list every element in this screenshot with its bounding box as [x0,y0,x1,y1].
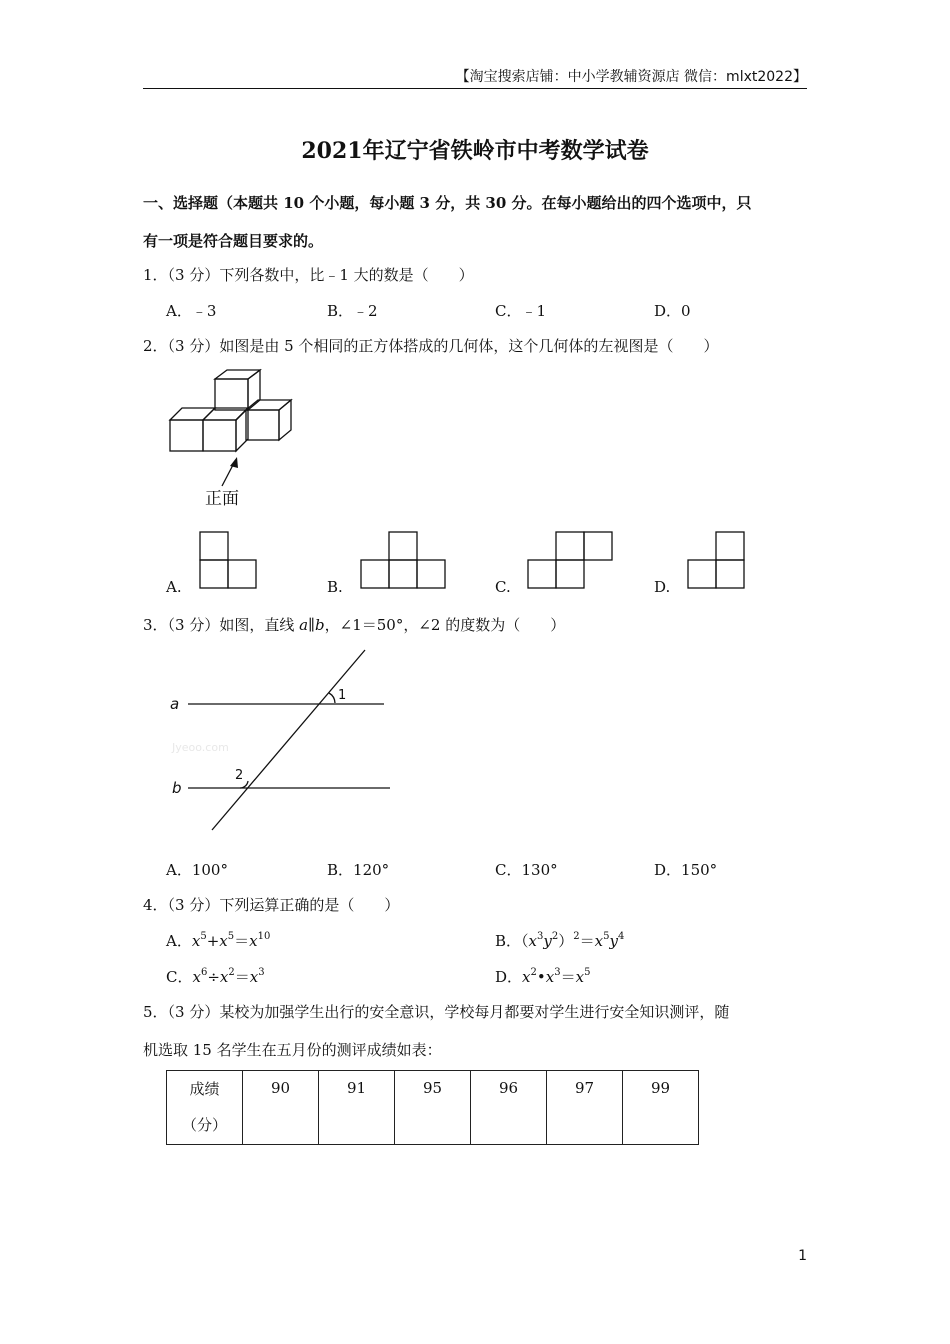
question-2-stem: 2．（3 分）如图是由 5 个相同的正方体搭成的几何体，这个几何体的左视图是（ ） [143,337,719,355]
page-number: 1 [798,1248,807,1264]
question-4-option-d: D．$x^2•x^3=x^5$ [495,967,591,986]
parallel-symbol: ∥ [308,616,316,634]
question-5-stem-line1: 5．（3 分）某校为加强学生出行的安全意识，学校每月都要对学生进行安全知识测评，随 [143,1003,730,1021]
table-cell: 97 [547,1071,623,1145]
question-4-stem: 4．（3 分）下列运算正确的是（ ） [143,896,400,914]
question-4-option-a: A．$x^5+x^5=x^{10}$ [166,931,271,950]
question-3-stem [143,614,565,635]
question-2-option-b-view [360,531,448,591]
question-2-option-a-letter: A. [166,578,182,596]
page-title: 2021年辽宁省铁岭市中考数学试卷 [301,138,649,164]
label-a: a [170,695,180,713]
header-rule [143,88,807,89]
table-cell: 91 [319,1071,395,1145]
question-1-option-a: A．﹣3 [166,302,217,320]
question-3-option-a: A．100° [166,861,228,879]
table-cell: 99 [623,1071,699,1145]
table-header-cell [167,1071,243,1145]
table-cell: 90 [243,1071,319,1145]
label-b: b [172,779,182,797]
question-2-option-d-letter: D. [654,578,671,596]
table-header-line1: 成绩 [189,1080,220,1098]
question-3-option-c: C．130° [495,861,558,879]
question-1-option-c: C．﹣1 [495,302,547,320]
watermark: Jyeoo.com [172,741,229,754]
question-3-option-d: D．150° [654,861,718,879]
label-angle-1: 1 [338,688,347,703]
label-angle-2: 2 [235,768,244,783]
question-1-option-d: D．0 [654,302,691,320]
question-3-stem-suffix: ，∠1＝50°，∠2 的度数为（ ） [324,616,566,634]
question-2-option-b-letter: B. [327,578,343,596]
question-3-var-b: b [315,616,325,634]
question-2-cube-figure [160,362,310,514]
question-2-option-a-view [199,531,259,591]
question-2-option-c-view [527,531,615,591]
arrow-head-icon [230,457,238,468]
section-heading-line2: 有一项是符合题目要求的。 [143,232,324,250]
question-1-stem: 1．（3 分）下列各数中，比﹣1 大的数是（ ） [143,266,474,284]
question-5-stem-line2: 机选取 15 名学生在五月份的测评成绩如表： [143,1041,442,1059]
transversal [212,650,365,830]
question-1-option-b: B．﹣2 [327,302,378,320]
question-3-stem-prefix: 3．（3 分）如图，直线 [143,616,300,634]
question-3-var-a: a [299,616,309,634]
question-4-option-c: C．$x^6\div x^2=x^3$ [166,967,265,986]
question-2-option-c-letter: C. [495,578,511,596]
table-row [167,1071,699,1145]
question-3-option-b: B．120° [327,861,390,879]
question-3-parallel-lines-figure [160,648,400,838]
table-header-line2: （分） [181,1116,227,1134]
question-2-option-d-view [687,531,747,591]
angle-1-arc [329,693,335,703]
table-cell: 96 [471,1071,547,1145]
section-heading-line1: 一、选择题（本题共 10 个小题，每小题 3 分，共 30 分。在每小题给出的四个选项中，只 [143,194,752,212]
question-2-front-label: 正面 [205,489,239,509]
question-4-option-b: B．$(x^3y^2)^2=x^5y^4$ [495,931,625,950]
page-header: 【淘宝搜索店铺：中小学教辅资源店 微信：mlxt2022】 [455,69,807,85]
score-table [166,1070,699,1145]
table-cell: 95 [395,1071,471,1145]
